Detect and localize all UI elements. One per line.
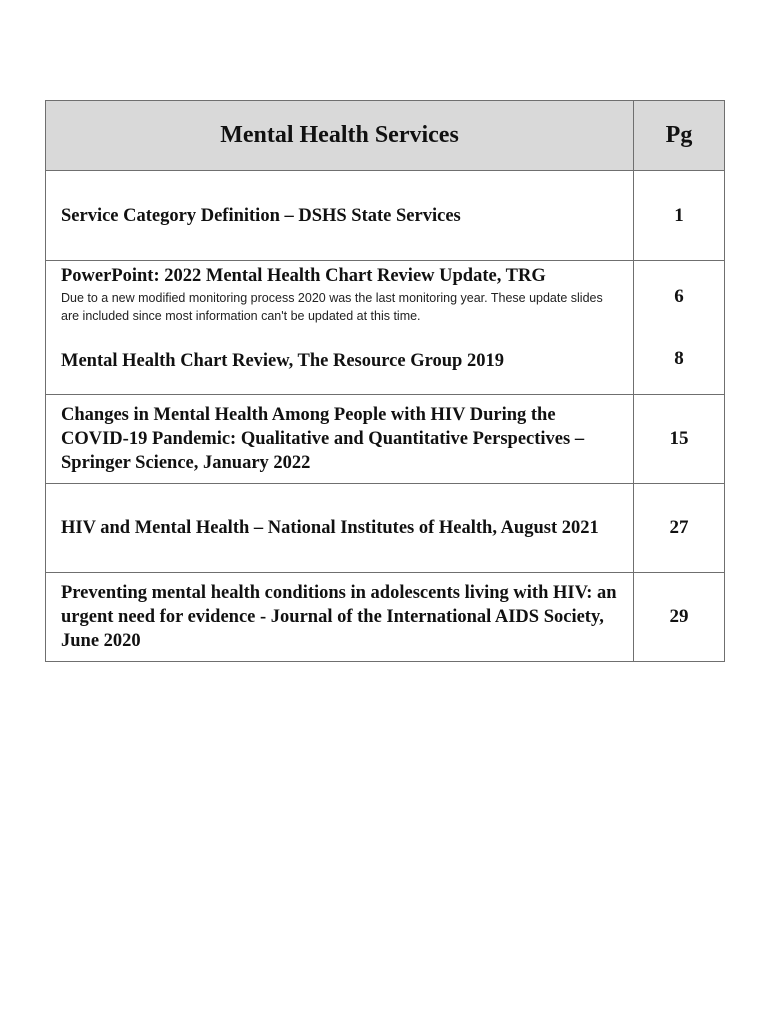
table-row bbox=[46, 171, 725, 261]
table-row bbox=[46, 484, 725, 573]
table-row bbox=[46, 395, 725, 484]
entry-title: HIV and Mental Health – National Institutes of Health, August 2021 bbox=[61, 518, 599, 538]
entry-page: 15 bbox=[634, 395, 725, 484]
entry-page: 1 bbox=[634, 171, 725, 261]
entry-cell bbox=[46, 261, 634, 395]
table-row bbox=[46, 573, 725, 662]
entry-page-cell bbox=[634, 261, 725, 395]
entry-cell bbox=[46, 484, 634, 573]
entry-page: 6 bbox=[674, 286, 684, 307]
table-header-row bbox=[46, 101, 725, 171]
entry-title: Changes in Mental Health Among People with HIV During the COVID-19 Pandemic: Qualitative and Quantitative Perspectives – Springer Science, January 2022 bbox=[61, 405, 585, 473]
entry-title: Service Category Definition – DSHS State Services bbox=[61, 205, 461, 226]
page-column-header: Pg bbox=[634, 101, 725, 171]
entry-cell bbox=[46, 395, 634, 484]
entry-subpage: 8 bbox=[674, 348, 684, 369]
table-row bbox=[46, 261, 725, 395]
entry-cell bbox=[46, 171, 634, 261]
entry-title: Preventing mental health conditions in adolescents living with HIV: an urgent need for evidence - Journal of the International AIDS Society, June 2020 bbox=[61, 583, 617, 651]
table-title: Mental Health Services bbox=[46, 101, 634, 171]
entry-cell bbox=[46, 573, 634, 662]
entry-subtitle: Mental Health Chart Review, The Resource Group 2019 bbox=[61, 351, 504, 371]
table-of-contents bbox=[45, 100, 725, 662]
entry-page: 29 bbox=[634, 573, 725, 662]
entry-page: 27 bbox=[634, 484, 725, 573]
entry-title: PowerPoint: 2022 Mental Health Chart Review Update, TRG bbox=[61, 266, 546, 286]
entry-note: Due to a new modified monitoring process 2020 was the last monitoring year. These update slides are included since most information can't be updated at this time. bbox=[61, 291, 603, 323]
